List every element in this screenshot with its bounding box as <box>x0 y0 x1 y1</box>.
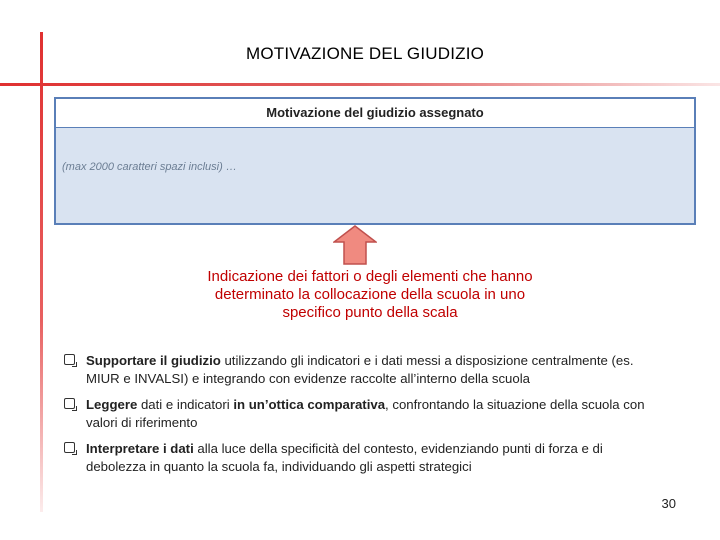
slide-title: MOTIVAZIONE DEL GIUDIZIO <box>245 44 485 63</box>
up-arrow-icon <box>333 225 377 265</box>
checkbox-bullet-icon <box>64 354 75 365</box>
page-number: 30 <box>661 496 676 511</box>
note-line-2: determinato la collocazione della scuola in uno <box>214 286 526 303</box>
explanation-note <box>170 268 570 322</box>
bullet-text: dati e indicatori <box>137 397 234 412</box>
form-box-header: Motivazione del giudizio assegnato <box>56 99 694 128</box>
motivation-form-box <box>54 97 696 225</box>
bullet-bold: Supportare il giudizio <box>86 353 221 368</box>
bullet-bold-2: in un’ottica comparativa <box>233 397 386 412</box>
bullet-text: utilizzando gli indicatori e i dati messi a disposizione centralmente (es. MIUR e INVALSI) e integrando con evidenze raccolte all’interno della scuola <box>86 353 634 386</box>
bullet-bold: Interpretare i dati <box>86 441 194 456</box>
bullet-item-interpret <box>64 440 664 476</box>
checkbox-bullet-icon <box>64 398 75 409</box>
note-line-3: specifico punto della scala <box>282 304 458 321</box>
decorative-horizontal-line <box>0 83 720 86</box>
bullet-text: alla luce della specificità del contesto, evidenziando punti di forza e di debolezza in quanto la scuola fa, individuando gli aspetti strategici <box>86 441 603 474</box>
bullet-text-2: , confrontando la situazione della scuola con valori di riferimento <box>86 397 645 430</box>
form-box-hint: (max 2000 caratteri spazi inclusi) … <box>62 161 237 173</box>
bullet-item-support <box>64 352 664 388</box>
bullet-item-read <box>64 396 664 432</box>
bullet-bold: Leggere <box>86 397 138 412</box>
checkbox-bullet-icon <box>64 442 75 453</box>
note-line-1: Indicazione dei fattori o degli elementi che hanno <box>207 268 533 285</box>
decorative-vertical-line <box>40 32 43 512</box>
bullet-list <box>64 352 664 484</box>
